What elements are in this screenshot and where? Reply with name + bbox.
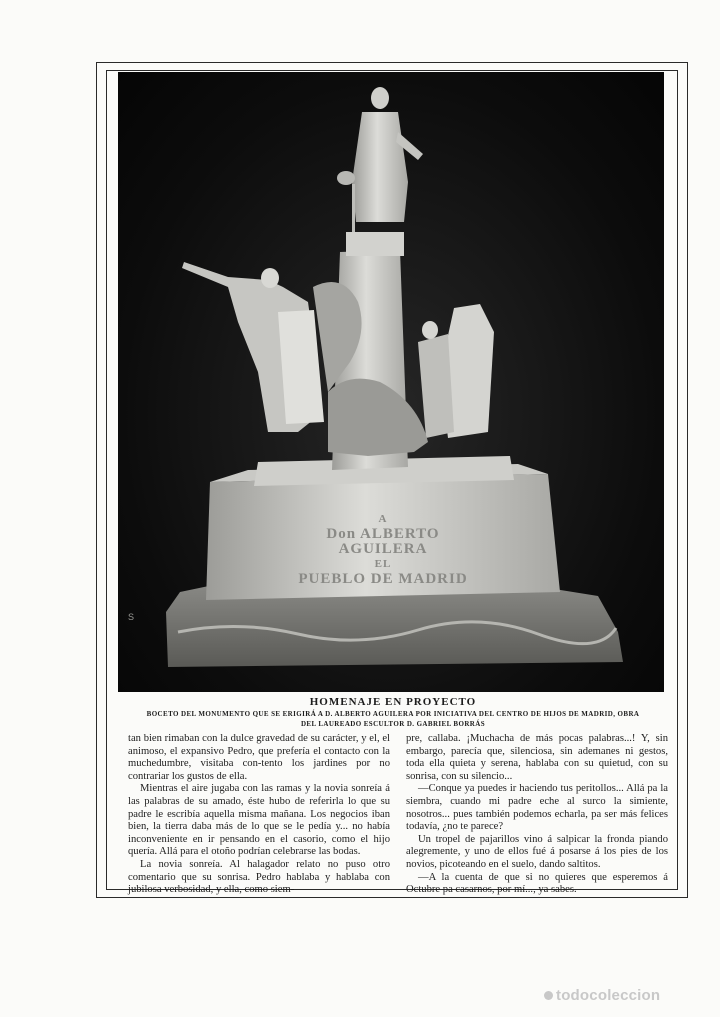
- column-right: [406, 733, 668, 896]
- monument-inscription: [298, 512, 468, 587]
- paragraph: tan bien rimaban con la dulce gravedad de su carácter, y el, el animoso, el expansivo Pedro, que prefería el contacto con la muchedumbre, visitaba con-tento los jardines por no contrariar los gustos de ella.: [128, 733, 390, 782]
- column-left: [128, 733, 390, 896]
- monument-illustration: [118, 72, 664, 692]
- watermark-text: todocoleccion: [556, 987, 661, 1004]
- article-columns: [128, 733, 668, 896]
- watermark: [544, 987, 660, 1004]
- caption-title: HOMENAJE EN PROYECTO: [309, 696, 477, 708]
- paragraph: —A la cuenta de que si no quieres que esperemos á Octubre pa casarnos, por mí..., ya sabes.: [406, 871, 668, 896]
- paragraph: La novia sonreía. Al halagador relato no puso otro comentario que su sonrisa. Pedro hablaba y hablaba con jubilosa verbosidad, y ella, como siem-: [128, 858, 390, 896]
- paragraph: Mientras el aire jugaba con las ramas y la novia sonreía á las palabras de su amado, éste hubo de referirla lo que su padre le escribía aquella misma mañana. Los negocios iban bien, la tierra daba más de lo que se le pedía y... no había inconveniente en ir pensando en el casorio, como el hijo quería. Allá para el otoño podrían celebrarse las bodas.: [128, 783, 390, 858]
- inscription-line: PUEBLO DE MADRID: [298, 571, 468, 587]
- inscription-line: EL: [374, 558, 392, 570]
- inscription-line: Don ALBERTO AGUILERA: [326, 526, 440, 557]
- monument-photo: [118, 72, 664, 692]
- inscription-line: A: [378, 513, 388, 525]
- svg-text:S: S: [128, 612, 135, 622]
- watermark-logo-icon: [544, 991, 553, 1000]
- caption-line: BOCETO DEL MONUMENTO QUE SE ERIGIRÁ A D. ALBERTO AGUILERA POR INICIATIVA DEL CENTRO DE HIJOS DE MADRID, OBRA: [146, 710, 640, 718]
- photo-caption: [120, 696, 666, 729]
- caption-line: DEL LAUREADO ESCULTOR D. GABRIEL BORRÁS: [300, 720, 486, 728]
- paragraph: Un tropel de pajarillos vino á salpicar la fronda piando alegremente, y uno de ellos fué á posarse á los pies de los novios, picoteando en el suelo, dando saltitos.: [406, 833, 668, 870]
- paragraph: pre, callaba. ¡Muchacha de más pocas palabras...! Y, sin embargo, parecía que, silenciosa, sin ademanes ni gestos, toda ella quieta y serena, hablaba con su quietud, con su sonrisa, con su silencio...: [406, 733, 668, 782]
- paragraph: —Conque ya puedes ir haciendo tus peritollos... Allá pa la siembra, cuando mi padre eche al surco la simiente, nosotros... pues también podemos echarla, pa ser más felices todavía, ¿no te parece?: [406, 783, 668, 833]
